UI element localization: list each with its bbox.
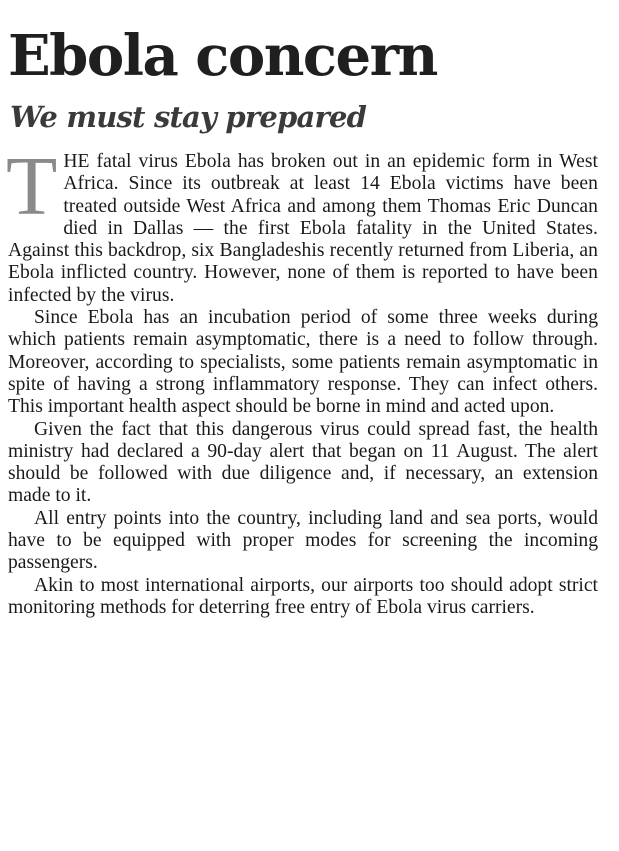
- paragraph-5: Akin to most international airports, our airports too should adopt strict monitoring methods for deterring free entry of Ebola virus carriers.: [8, 574, 598, 618]
- paragraph-1-text: HE fatal virus Ebola has broken out in an epidemic form in West Africa. Since its outbreak at least 14 Ebola victims have been treated outside West Africa and among them Thomas Eric Duncan died in Dallas — the first Ebola fatality in the United States. Against this backdrop, six Bangladeshis recently returned from Liberia, an Ebola inflicted country. However, none of them is reported to have been infected by the virus.: [8, 151, 598, 306]
- paragraph-2: Since Ebola has an incubation period of some three weeks during which patients remain asymptomatic, there is a need to follow through. Moreover, according to specialists, some patients remain asymptomatic in spite of having a strong inflammatory response. They can infect others. This important health aspect should be borne in mind and acted upon.: [8, 307, 598, 418]
- article-body: [6, 140, 598, 619]
- subheadline: We must stay prepared: [10, 100, 367, 134]
- paragraph-3: Given the fact that this dangerous virus could spread fast, the health ministry had declared a 90-day alert that began on 11 August. The alert should be followed with due diligence and, if necessary, an extension made to it.: [8, 418, 598, 507]
- headline: Ebola concern: [8, 23, 437, 89]
- paragraph-1: [6, 140, 598, 307]
- drop-cap: T: [6, 140, 58, 233]
- paragraph-4: All entry points into the country, including land and sea ports, would have to be equipped with proper modes for screening the incoming passengers.: [8, 507, 598, 574]
